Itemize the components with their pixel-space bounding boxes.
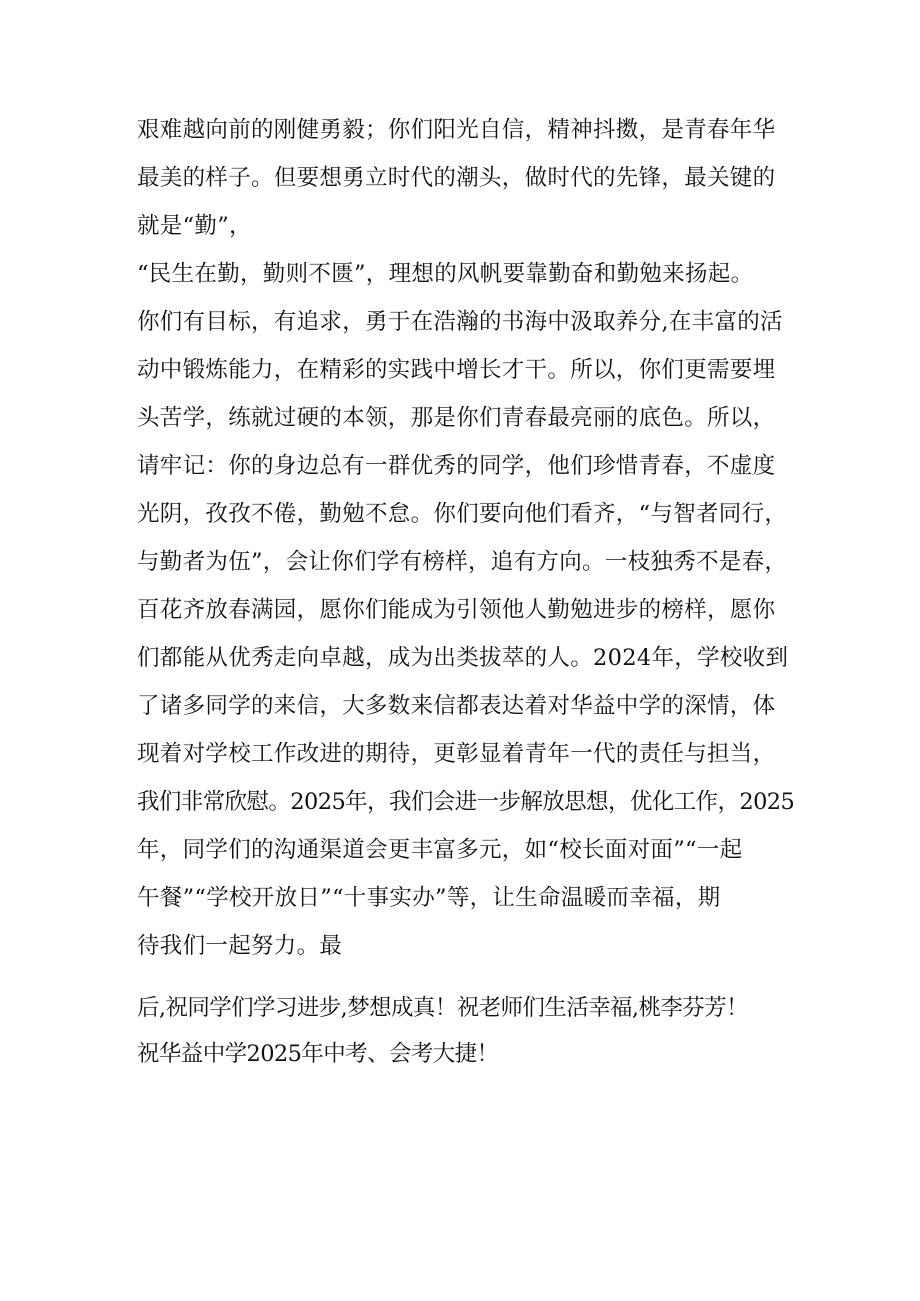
text-line-14: 现着对学校工作改进的期待，更彰显着青年一代的责任与担当， — [137, 741, 776, 767]
text-line-7: 头苦学，练就过硬的本领，那是你们青春最亮丽的底色。所以， — [137, 405, 776, 431]
text-line-9: 光阴，孜孜不倦，勤勉不怠。你们要向他们看齐，“与智者同行， — [137, 501, 788, 527]
text-line-5: 你们有目标，有追求，勇于在浩瀚的书海中汲取养分,在丰富的活 — [137, 309, 783, 335]
text-line-17: 午餐”“学校开放日”“十事实办”等，让生命温暖而幸福，期 — [137, 885, 721, 911]
text-line-13: 了诸多同学的来信，大多数来信都表达着对华益中学的深情，体 — [137, 693, 776, 719]
text-line-16: 年，同学们的沟通渠道会更丰富多元，如“校长面对面”“一起 — [137, 837, 743, 863]
text-line-19: 后,祝同学们学习进步,梦想成真！祝老师们生活幸福,桃李芬芳！ — [137, 995, 748, 1021]
text-line-6: 动中锻炼能力，在精彩的实践中增长才干。所以，你们更需要埋 — [137, 357, 776, 383]
text-line-20: 祝华益中学2025年中考、会考大捷！ — [137, 1041, 499, 1067]
text-line-3: 就是“勤”， — [137, 213, 252, 239]
text-line-18: 待我们一起努力。最 — [137, 933, 343, 959]
text-line-8: 请牢记：你的身边总有一群优秀的同学，他们珍惜青春，不虚度 — [137, 453, 776, 479]
text-line-2: 最美的样子。但要想勇立时代的潮头，做时代的先锋，最关键的 — [137, 165, 776, 191]
text-line-12: 们都能从优秀走向卓越，成为出类拔萃的人。2024年，学校收到 — [137, 645, 789, 671]
text-line-1: 艰难越向前的刚健勇毅；你们阳光自信，精神抖擞，是青春年华 — [137, 117, 776, 143]
text-line-4: “民生在勤，勤则不匮”，理想的风帆要靠勤奋和勤勉来扬起。 — [137, 261, 754, 287]
text-line-10: 与勤者为伍”，会让你们学有榜样，追有方向。一枝独秀不是春， — [137, 549, 788, 575]
text-line-15: 我们非常欣慰。2025年，我们会进一步解放思想，优化工作，2025 — [137, 789, 795, 815]
text-line-11: 百花齐放春满园，愿你们能成为引领他人勤勉进步的榜样，愿你 — [137, 597, 776, 623]
